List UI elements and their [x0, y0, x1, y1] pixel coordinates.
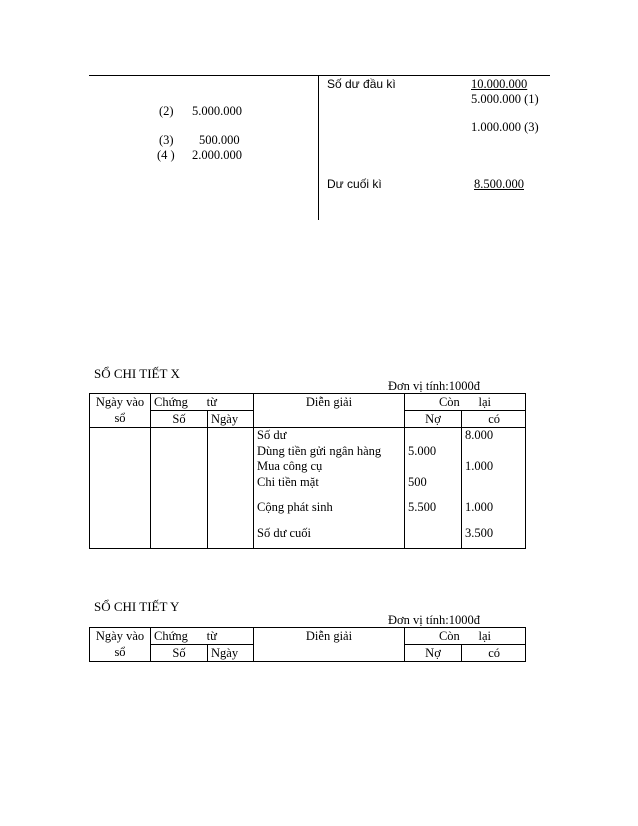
ledger-y-table — [89, 627, 526, 662]
debit-ref: (2) — [159, 104, 174, 118]
credit-line — [465, 444, 522, 460]
credit-line — [465, 490, 522, 500]
debit-amount: 2.000.000 — [192, 148, 242, 162]
ledger-y-title: SỔ CHI TIẾT Y — [94, 599, 180, 614]
ledger-y-unit: Đơn vị tính:1000đ — [388, 613, 481, 627]
header-credit: có — [462, 411, 526, 428]
opening-balance-value: 10.000.000 — [471, 77, 528, 91]
credit-line: 1.000 — [465, 459, 494, 473]
header-balance: Còn lại — [405, 628, 526, 645]
header-debit: Nợ — [405, 411, 462, 428]
header-voucher-date: Ngày — [208, 645, 254, 662]
debit-ref: (4 ) — [157, 148, 175, 162]
debit-amount: 5.000.000 — [192, 104, 242, 118]
description-line: Số dư — [257, 428, 287, 442]
header-voucher-number: Số — [151, 645, 208, 662]
opening-balance-label: Số dư đầu kì — [327, 77, 396, 91]
header-balance: Còn lại — [405, 394, 526, 411]
description-line — [257, 490, 401, 500]
header-voucher-number: Số — [151, 411, 208, 428]
cell-voucher-number — [151, 428, 208, 549]
description-line: Dùng tiền gửi ngân hàng — [257, 443, 382, 458]
debit-line — [408, 459, 458, 475]
description-line: Cộng phát sinh — [257, 500, 333, 514]
description-line: Chi tiền mặt — [257, 474, 319, 489]
credit-line — [465, 475, 522, 491]
t-account-divider — [318, 75, 319, 220]
credit-line — [465, 516, 522, 526]
debit-line — [408, 428, 458, 444]
debit-line — [408, 516, 458, 526]
closing-balance-value: 8.500.000 — [474, 177, 524, 191]
debit-line: 5.000 — [408, 443, 437, 458]
ledger-x-title: SỔ CHI TIẾT X — [94, 366, 180, 381]
credit-line: 1.000 — [465, 500, 494, 514]
closing-balance-label: Dư cuối kì — [327, 177, 382, 191]
credit-entry: 5.000.000 (1) — [471, 92, 539, 106]
header-voucher: Chứng từ — [151, 394, 254, 411]
header-credit: có — [462, 645, 526, 662]
ledger-x-table — [89, 393, 526, 549]
header-debit: Nợ — [405, 645, 462, 662]
cell-entry-date — [90, 428, 151, 549]
credit-line: 8.000 — [465, 428, 494, 442]
description-line: Số dư cuối — [257, 525, 311, 540]
ledger-x-unit: Đơn vị tính:1000đ — [388, 379, 481, 393]
header-voucher-date: Ngày — [208, 411, 254, 428]
header-entry-date: Ngày vào sổ — [90, 394, 151, 428]
cell-debit — [405, 428, 462, 549]
header-voucher: Chứng từ — [151, 628, 254, 645]
debit-line — [408, 490, 458, 500]
credit-entry: 1.000.000 (3) — [471, 120, 539, 134]
debit-line: 500 — [408, 474, 427, 489]
t-account-top-line — [89, 75, 550, 76]
description-line — [257, 516, 401, 526]
header-description: Diễn giải — [254, 628, 405, 662]
cell-voucher-date — [208, 428, 254, 549]
debit-ref: (3) — [159, 133, 174, 147]
debit-line: 5.500 — [408, 500, 437, 514]
description-line: Mua công cụ — [257, 459, 323, 473]
header-entry-date: Ngày vào sổ — [90, 628, 151, 662]
header-description: Diễn giải — [254, 394, 405, 428]
cell-credit — [462, 428, 526, 549]
debit-line — [408, 526, 458, 542]
debit-amount: 500.000 — [199, 133, 240, 147]
credit-line: 3.500 — [465, 525, 494, 540]
cell-description — [254, 428, 405, 549]
